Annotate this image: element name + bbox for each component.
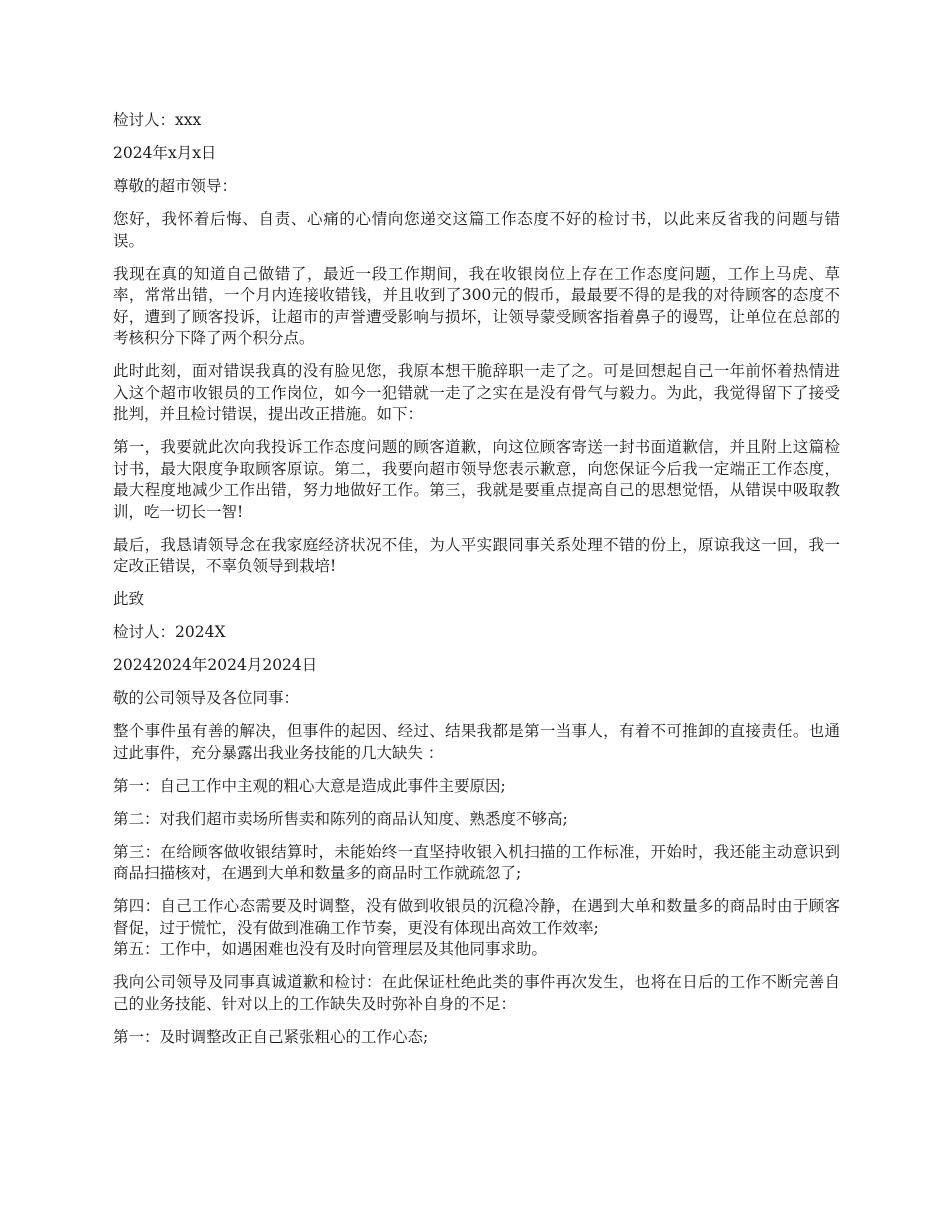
body-paragraph: 最后，我恳请领导念在我家庭经济状况不佳，为人平实跟同事关系处理不错的份上，原谅我这一回，我一定改正错误，不辜负领导到栽培! (113, 535, 840, 575)
date-line: 20242024年2024月2024日 (113, 656, 318, 674)
inspector-line: 检讨人：2024X (113, 623, 226, 641)
closing-line: 此致 (113, 590, 145, 608)
date-line: 2024年x月x日 (113, 144, 217, 162)
list-item: 第三：在给顾客做收银结算时，未能始终一直坚持收银入机扫描的工作标准，开始时，我还能主动意识到商品扫描核对，在遇到大单和数量多的商品时工作就疏忽了; (113, 842, 840, 882)
list-item: 第二：对我们超市卖场所售卖和陈列的商品认知度、熟悉度不够高; (113, 809, 568, 828)
salutation: 尊敬的超市领导： (113, 177, 238, 195)
list-item: 第一：自己工作中主观的粗心大意是造成此事件主要原因; (113, 776, 506, 795)
salutation: 敬的公司领导及各位同事： (113, 689, 300, 707)
list-item: 第一：及时调整改正自己紧张粗心的工作心态; (113, 1027, 429, 1046)
list-item: 第五：工作中，如遇困难也没有及时向管理层及其他同事求助。 (113, 940, 548, 958)
body-paragraph: 我向公司领导及同事真诚道歉和检讨：在此保证杜绝此类的事件再次发生，也将在日后的工作不断完善自己的业务技能、针对以上的工作缺失及时弥补自身的不足： (113, 973, 840, 1013)
inspector-line: 检讨人：xxx (113, 111, 202, 129)
body-paragraph: 您好，我怀着后悔、自责、心痛的心情向您递交这篇工作态度不好的检讨书，以此来反省我的问题与错误。 (113, 210, 840, 250)
list-item: 第四：自己工作心态需要及时调整，没有做到收银员的沉稳冷静，在遇到大单和数量多的商品时由于顾客督促，过于慌忙，没有做到准确工作节奏，更没有体现出高效工作效率; (113, 897, 840, 937)
body-paragraph: 整个事件虽有善的解决，但事件的起因、经过、结果我都是第一当事人，有着不可推卸的直接责任。也通过此事件，充分暴露出我业务技能的几大缺失 ： (113, 722, 840, 762)
body-paragraph: 第一，我要就此次向我投诉工作态度问题的顾客道歉，向这位顾客寄送一封书面道歉信，并且附上这篇检讨书，最大限度争取顾客原谅。第二，我要向超市领导您表示歉意，向您保证今后我一定端正工作态度，最大程度地减少工作出错，努力地做好工作。第三，我就是要重点提高自己的思想觉悟，从错误中吸取教训，吃一切长一智! (113, 438, 840, 521)
body-paragraph: 此时此刻，面对错误我真的没有脸见您，我原本想干脆辞职一走了之。可是回想起自己一年前怀着热情进入这个超市收银员的工作岗位，如今一犯错就一走了之实在是没有骨气与毅力。为此，我觉得留下了接受批判，并且检讨错误，提出改正措施。如下： (113, 362, 840, 423)
document-page (113, 110, 840, 1060)
body-paragraph: 我现在真的知道自己做错了，最近一段工作期间，我在收银岗位上存在工作态度问题，工作上马虎、草率，常常出错，一个月内连接收错钱，并且收到了300元的假币，最最要不得的是我的对待顾客的态度不好，遭到了顾客投诉，让超市的声誉遭受影响与损坏，让领导蒙受顾客指着鼻子的谩骂，让单位在总部的考核积分下降了两个积分点。 (113, 264, 840, 347)
